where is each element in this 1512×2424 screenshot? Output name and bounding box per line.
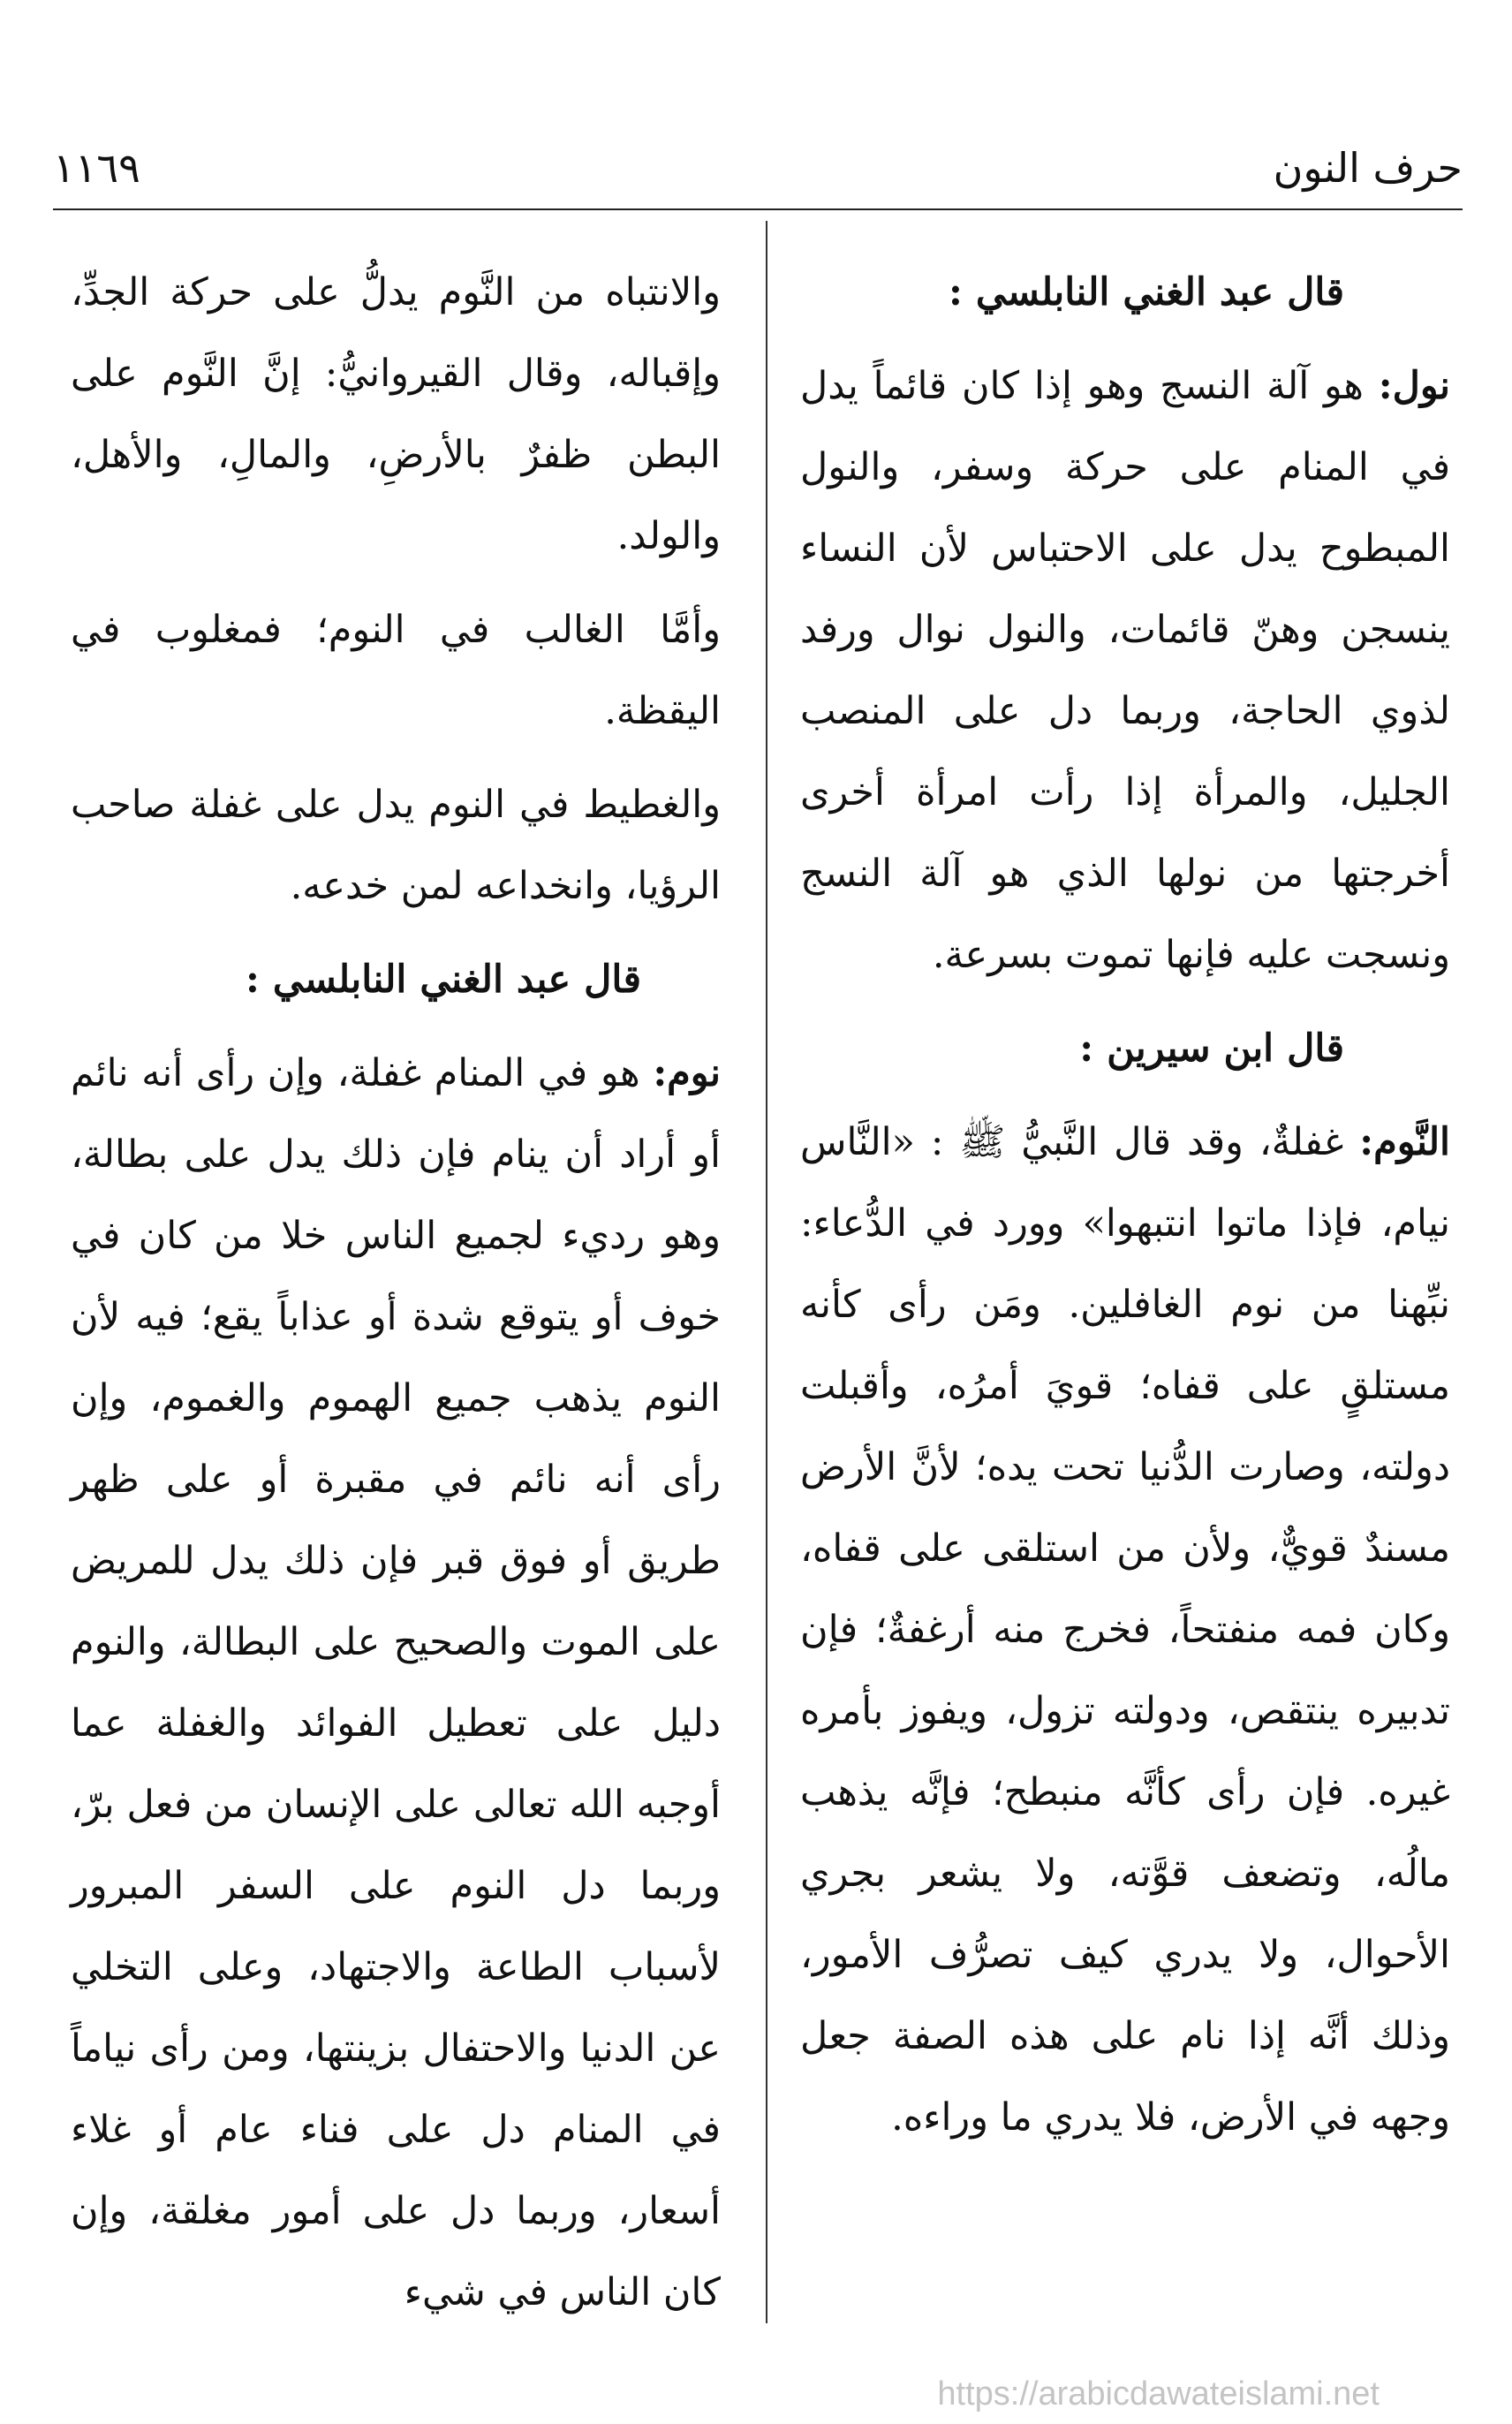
entry-text: هو آلة النسج وهو إذا كان قائماً يدل في المنام على حركة وسفر، والنول المبطوح يدل على الاحتباس لأن النساء ينسجن وهنّ قائمات، والنول نوال ورفد لذوي الحاجة، وربما دل على المنصب الجليل، والمرأة إذا رأت امرأة أخرى أخرجتها من نولها الذي هو آلة النسج ونسجت عليه فإنها تموت بسرعة. — [800, 364, 1450, 977]
column-divider — [766, 221, 767, 2323]
left-column — [71, 252, 721, 2345]
entry-text: هو في المنام غفلة، وإن رأى أنه نائم أو أراد أن ينام فإن ذلك يدل على بطالة، وهو رديء لجميع الناس خلا من كان في خوف أو يتوقع شدة أو عذاباً يقع؛ فيه لأن النوم يذهب جميع الهموم والغموم، وإن رأى أنه نائم في مقبرة أو على ظهر طريق أو فوق قبر فإن ذلك يدل للمريض على الموت والصحيح على البطالة، والنوم دليل على تعطيل الفوائد والغفلة عما أوجبه الله تعالى على الإنسان من فعل برّ، وربما دل النوم على السفر المبرور لأسباب الطاعة والاجتهاد، وعلى التخلي عن الدنيا والاحتفال بزينتها، ومن رأى نياماً في المنام دل على فناء عام أو غلاء أسعار، وربما دل على أمور مغلقة، وإن كان الناس في شيء — [71, 1051, 721, 2314]
paragraph: والانتباه من النَّوم يدلُّ على حركة الجدِّ، وإقباله، وقال القيروانيُّ: إنَّ النَّوم على البطن ظفرٌ بالأرضِ، والمالِ، والأهل، والولد. — [71, 270, 721, 558]
section-heading-nabulsi: قال عبد الغني النابلسي : — [949, 270, 1344, 314]
entry-term: نوم: — [653, 1051, 721, 1095]
entry-nawm-ibn-sirin — [800, 1102, 1450, 2158]
page-number: ١١٦٩ — [53, 144, 140, 192]
page-header — [53, 133, 1463, 203]
watermark: https://arabicdawateislami.net — [937, 2375, 1380, 2413]
entry-term: النَّوم: — [1359, 1120, 1450, 1164]
paragraph: والغطيط في النوم يدل على غفلة صاحب الرؤيا، وانخداعه لمن خدعه. — [71, 783, 721, 908]
section-heading-ibn-sirin: قال ابن سيرين : — [1079, 1026, 1344, 1071]
paragraph: وأمَّا الغالب في النوم؛ فمغلوب في اليقظة. — [71, 608, 721, 733]
entry-nawl — [800, 345, 1450, 996]
section-heading-nabulsi: قال عبد الغني النابلسي : — [246, 958, 641, 1002]
entry-text: غفلةٌ، وقد قال النَّبيُّ ﷺ : «النَّاس نيام، فإذا ماتوا انتبهوا» وورد في الدُّعاء: نبِّهنا من نوم الغافلين. ومَن رأى كأنه مستلقٍ على قفاه؛ قويَ أمرُه، وأقبلت دولته، وصارت الدُّنيا تحت يده؛ لأنَّ الأرض مسندٌ قويٌّ، ولأن من استلقى على قفاه، وكان فمه منفتحاً، فخرج منه أرغفةٌ؛ فإن تدبيره ينتقص، ودولته تزول، ويفوز بأمره غيره. فإن رأى كأنَّه منبطح؛ فإنَّه يذهب مالُه، وتضعف قوَّته، ولا يشعر بجري الأحوال، ولا يدري كيف تصرُّف الأمور، وذلك أنَّه إذا نام على هذه الصفة جعل وجهه في الأرض، فلا يدري ما وراءه. — [800, 1120, 1450, 2140]
entry-term: نول: — [1378, 364, 1450, 408]
running-title: حرف النون — [1273, 144, 1463, 192]
entry-nawm-nabulsi — [71, 1033, 721, 2333]
header-rule — [53, 208, 1463, 210]
right-column — [800, 252, 1450, 2170]
